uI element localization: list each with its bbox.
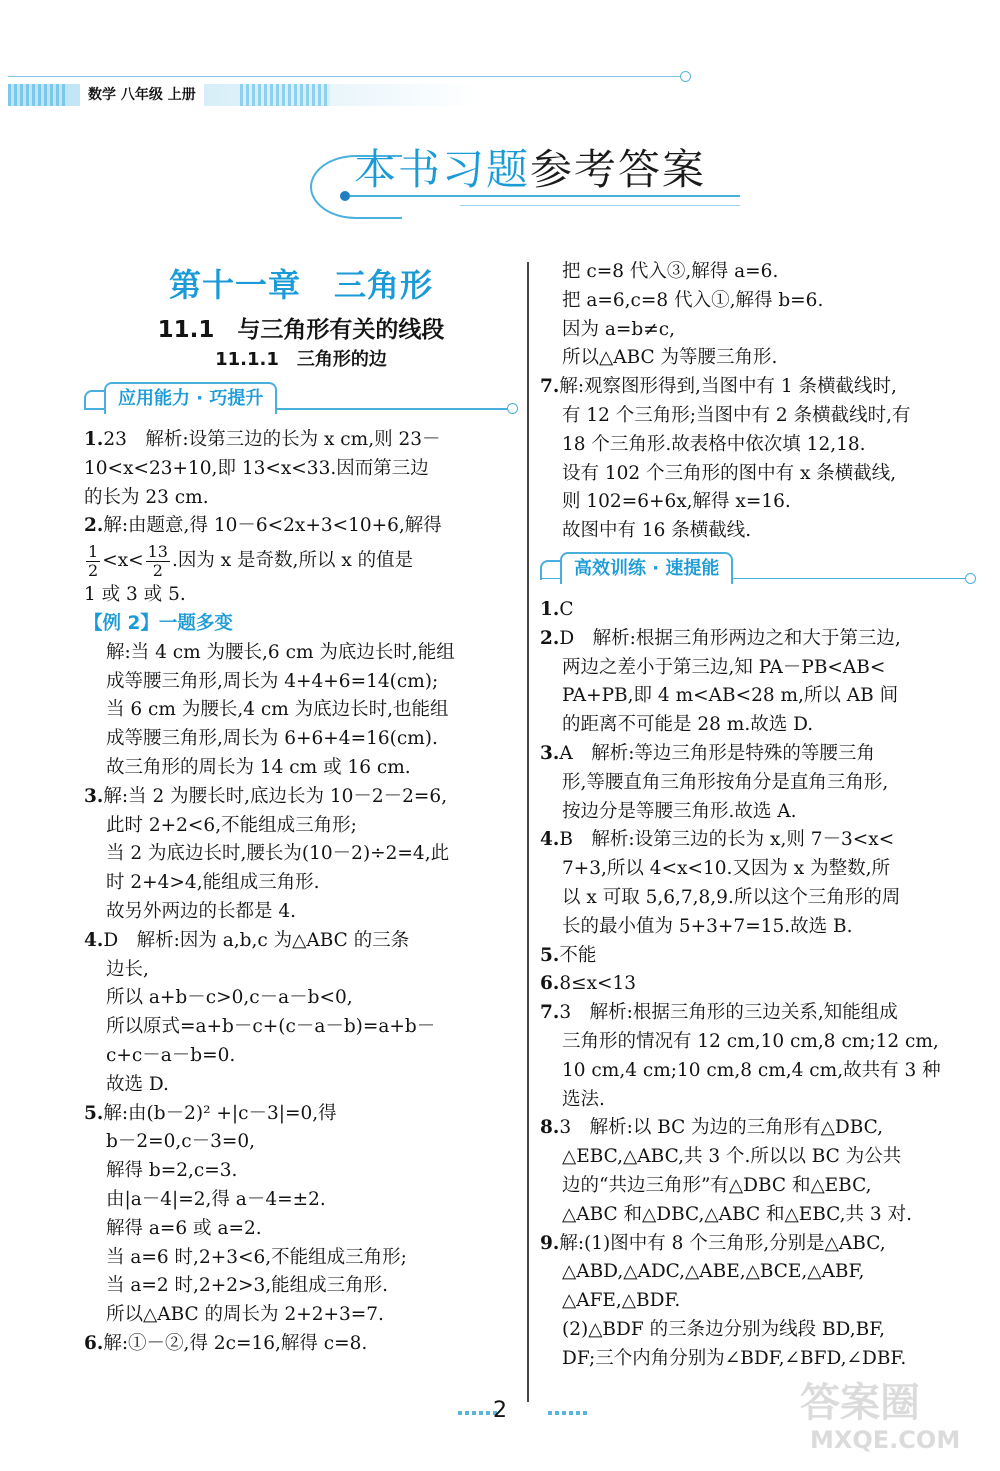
answer-line	[540, 942, 976, 971]
answer-line: 所以 a+b－c>0,c－a－b<0,	[106, 987, 353, 1009]
answer-text: 8≤x<13	[559, 973, 637, 995]
fraction-denominator: 2	[88, 560, 99, 580]
answer-line: 长的最小值为 5+3+7=15.故选 B.	[562, 915, 853, 937]
answer-line: 则 102=6+6x,解得 x=16.	[562, 491, 791, 513]
answer-line: △EBC,△ABC,共 3 个.所以以 BC 为公共	[562, 1146, 902, 1168]
answer-number: 2.	[540, 627, 560, 649]
answer-6	[84, 1330, 518, 1359]
answer-number: 6.	[540, 973, 560, 995]
fraction-denominator: 2	[152, 560, 163, 580]
answer-line: 所以原式=a+b－c+(c－a－b)=a+b－	[106, 1016, 436, 1038]
answer-line: 10<x<23+10,即 13<x<33.因而第三边	[84, 457, 429, 479]
left-column	[84, 258, 518, 1359]
answer-line: 把 a=6,c=8 代入①,解得 b=6.	[562, 289, 824, 311]
banner-label: 高效训练 · 速提能	[560, 552, 733, 584]
answer-text: C	[559, 598, 574, 620]
answer-line: 18 个三角形.故表格中依次填 12,18.	[562, 433, 866, 455]
answer-number: 3.	[540, 742, 560, 764]
page-title	[354, 137, 706, 197]
page-number: 2	[493, 1398, 507, 1423]
watermark-logo	[800, 1380, 990, 1460]
answer-q1	[540, 596, 976, 625]
fraction-numerator: 1	[88, 541, 99, 561]
answer-line: 边长,	[106, 958, 149, 980]
answer-line	[540, 596, 976, 625]
answer-q7	[540, 999, 976, 1114]
answer-line	[540, 999, 976, 1028]
answer-text: 3 解析:根据三角形的三边关系,知能组成	[559, 1002, 898, 1024]
answer-line	[540, 1114, 976, 1143]
answer-q8	[540, 1114, 976, 1229]
answer-text: 不能	[559, 944, 597, 966]
answer-number: 4.	[540, 829, 560, 851]
answer-q5	[540, 942, 976, 971]
answer-line: 解:当 4 cm 为腰长,6 cm 为底边长时,能组	[106, 641, 455, 663]
banner-hook	[540, 560, 562, 580]
answer-line: 当 6 cm 为腰长,4 cm 为底边长时,也能组	[106, 699, 449, 721]
answer-line	[540, 826, 976, 855]
answer-line: 所以△ABC 为等腰三角形.	[562, 347, 778, 369]
answer-line: 1 或 3 或 5.	[84, 584, 186, 606]
watermark-url: MXQE.COM	[810, 1426, 961, 1454]
answer-line: 故选 D.	[106, 1073, 169, 1095]
answer-number: 4.	[84, 929, 104, 951]
answer-line: 因为 a=b≠c,	[562, 318, 675, 340]
answer-line: 两边之差小于第三边,知 PA－PB<AB<	[562, 656, 886, 678]
answer-number: 1.	[84, 429, 104, 450]
answer-line	[540, 1230, 976, 1259]
answer-line: 7+3,所以 4<x<10.又因为 x 为整数,所	[562, 858, 891, 880]
fraction-numerator: 13	[147, 541, 168, 561]
answer-line: 解得 b=2,c=3.	[106, 1160, 238, 1182]
answer-6-continued	[540, 258, 976, 373]
answer-line	[84, 783, 518, 812]
answer-number: 7.	[540, 376, 560, 398]
answer-number: 8.	[540, 1117, 560, 1139]
answer-line: 把 c=8 代入③,解得 a=6.	[562, 261, 779, 282]
watermark-text: 答案圈	[800, 1380, 920, 1426]
title-part1: 本书习题	[354, 145, 531, 194]
answer-q6	[540, 970, 976, 999]
answer-4	[84, 927, 518, 1100]
subsection-title: 11.1.1 三角形的边	[215, 349, 387, 370]
fraction-thirteen-halves	[146, 543, 170, 580]
answer-line: DF;三个内角分别为∠BDF,∠BFD,∠DBF.	[562, 1347, 907, 1369]
answer-line: 此时 2+2<6,不能组成三角形;	[106, 814, 357, 836]
answer-text: D 解析:根据三角形两边之和大于第三边,	[559, 627, 901, 649]
answer-line	[84, 512, 518, 541]
answer-line: 成等腰三角形,周长为 6+6+4=16(cm).	[106, 728, 438, 750]
fraction-one-half	[86, 543, 100, 580]
answer-line: b－2=0,c－3=0,	[106, 1131, 256, 1153]
answer-number: 7.	[540, 1002, 560, 1024]
banner-apply	[84, 382, 518, 418]
chapter-title: 第十一章 三角形	[168, 266, 433, 304]
answer-line: 当 a=2 时,2+2>3,能组成三角形.	[106, 1275, 389, 1297]
answer-q9	[540, 1230, 976, 1374]
answer-line: 故图中有 16 条横截线.	[562, 520, 752, 542]
answer-line: 成等腰三角形,周长为 4+4+6=14(cm);	[106, 670, 439, 692]
answer-number: 5.	[540, 944, 560, 966]
running-header	[8, 70, 688, 110]
answer-line: c+c－a－b=0.	[106, 1044, 236, 1066]
answer-1	[84, 426, 518, 512]
answer-text: B 解析:设第三边的长为 x,则 7－3<x<	[559, 829, 895, 851]
title-part2: 参考答案	[530, 145, 707, 194]
answer-number: 5.	[84, 1102, 104, 1124]
title-ornament-dot	[340, 191, 350, 201]
answer-line: 选法.	[562, 1088, 605, 1110]
answer-7	[540, 373, 976, 546]
answer-line: 以 x 可取 5,6,7,8,9.所以这个三角形的周	[562, 886, 901, 908]
answer-line: △AFE,△BDF.	[562, 1290, 681, 1312]
answer-line: 由|a－4|=2,得 a－4=±2.	[106, 1188, 326, 1210]
right-column	[540, 258, 976, 1373]
answer-line: 故另外两边的长都是 4.	[106, 900, 297, 922]
answer-line: PA+PB,即 4 m<AB<28 m,所以 AB 间	[562, 685, 899, 707]
title-underline-secondary	[460, 205, 740, 206]
answer-line: 时 2+4>4,能组成三角形.	[106, 872, 320, 894]
page-title-block	[300, 135, 750, 225]
answer-number: 1.	[540, 598, 560, 620]
answer-line: △ABD,△ADC,△ABE,△BCE,△ABF,	[562, 1261, 865, 1283]
answer-line: 边的“共边三角形”有△DBC 和△EBC,	[562, 1174, 872, 1196]
header-stripe	[240, 84, 330, 106]
banner-end-circle	[965, 573, 976, 584]
answer-number: 6.	[84, 1332, 104, 1354]
answer-line	[540, 970, 976, 999]
example-label: 【例 2】一题多变	[84, 612, 233, 634]
answer-text: 解:由题意,得 10－6<2x+3<10+6,解得	[103, 515, 442, 537]
answer-line	[84, 426, 518, 455]
answer-number: 3.	[84, 785, 104, 807]
header-label: 数学 八年级 上册	[80, 84, 204, 106]
answer-text: .因为 x 是奇数,所以 x 的值是	[171, 550, 414, 572]
answer-q3	[540, 740, 976, 826]
answer-line: 三角形的情况有 12 cm,10 cm,8 cm;12 cm,	[562, 1030, 939, 1052]
answer-line	[84, 1330, 518, 1359]
banner-label: 应用能力 · 巧提升	[104, 382, 277, 414]
answer-line: 按边分是等腰三角形.故选 A.	[562, 800, 797, 822]
banner-hook	[84, 390, 106, 410]
inequality-text: <x<	[102, 550, 144, 572]
answer-line: 解得 a=6 或 a=2.	[106, 1217, 262, 1239]
answer-line	[540, 373, 976, 402]
section-title: 11.1 与三角形有关的线段	[157, 317, 445, 343]
answer-line	[84, 1100, 518, 1129]
answer-line: 有 12 个三角形;当图中有 2 条横截线时,有	[562, 404, 911, 426]
answer-2	[84, 512, 518, 610]
answer-line: 当 a=6 时,2+3<6,不能组成三角形;	[106, 1246, 407, 1268]
answer-text: A 解析:等边三角形是特殊的等腰三角	[559, 742, 875, 764]
answer-line-with-fractions	[84, 541, 518, 581]
answer-text: 23 解析:设第三边的长为 x cm,则 23－	[103, 429, 441, 450]
answer-text: 3 解析:以 BC 为边的三角形有△DBC,	[559, 1117, 884, 1139]
answer-line: △ABC 和△DBC,△ABC 和△EBC,共 3 对.	[562, 1203, 912, 1225]
answer-line: 的距离不可能是 28 m.故选 D.	[562, 714, 814, 736]
example-2	[84, 610, 518, 783]
banner-end-circle	[507, 403, 518, 414]
answer-line: 10 cm,4 cm;10 cm,8 cm,4 cm,故共有 3 种	[562, 1059, 941, 1081]
answer-line: 当 2 为底边长时,腰长为(10－2)÷2=4,此	[106, 843, 450, 865]
answer-text: 解:由(b－2)² +|c－3|=0,得	[103, 1102, 337, 1124]
answer-line: 形,等腰直角三角形按角分是直角三角形,	[562, 771, 889, 793]
answer-text: D 解析:因为 a,b,c 为△ABC 的三条	[103, 929, 410, 951]
answer-text: 解:(1)图中有 8 个三角形,分别是△ABC,	[559, 1232, 886, 1254]
answer-5	[84, 1100, 518, 1330]
answer-text: 解:当 2 为腰长时,底边长为 10－2－2=6,	[103, 785, 448, 807]
header-rule	[8, 76, 680, 77]
answer-line	[84, 927, 518, 956]
header-end-circle	[680, 71, 691, 82]
answer-line: 的长为 23 cm.	[84, 486, 209, 508]
answer-line	[540, 625, 976, 654]
column-divider	[527, 262, 529, 1402]
answer-line: (2)△BDF 的三条边分别为线段 BD,BF,	[562, 1318, 886, 1340]
answer-text: 解:观察图形得到,当图中有 1 条横截线时,	[559, 376, 897, 398]
page-number-ornament-right	[548, 1411, 588, 1415]
answer-3	[84, 783, 518, 927]
answer-line: 设有 102 个三角形的图中有 x 条横截线,	[562, 462, 897, 484]
answer-q2	[540, 625, 976, 740]
answer-line: 所以△ABC 的周长为 2+2+3=7.	[106, 1304, 384, 1326]
answer-number: 9.	[540, 1232, 560, 1254]
answer-line	[540, 740, 976, 769]
answer-text: 解:①－②,得 2c=16,解得 c=8.	[103, 1332, 368, 1354]
answer-line: 故三角形的周长为 14 cm 或 16 cm.	[106, 756, 411, 778]
answer-q4	[540, 826, 976, 941]
banner-training	[540, 552, 976, 588]
answer-number: 2.	[84, 515, 104, 537]
